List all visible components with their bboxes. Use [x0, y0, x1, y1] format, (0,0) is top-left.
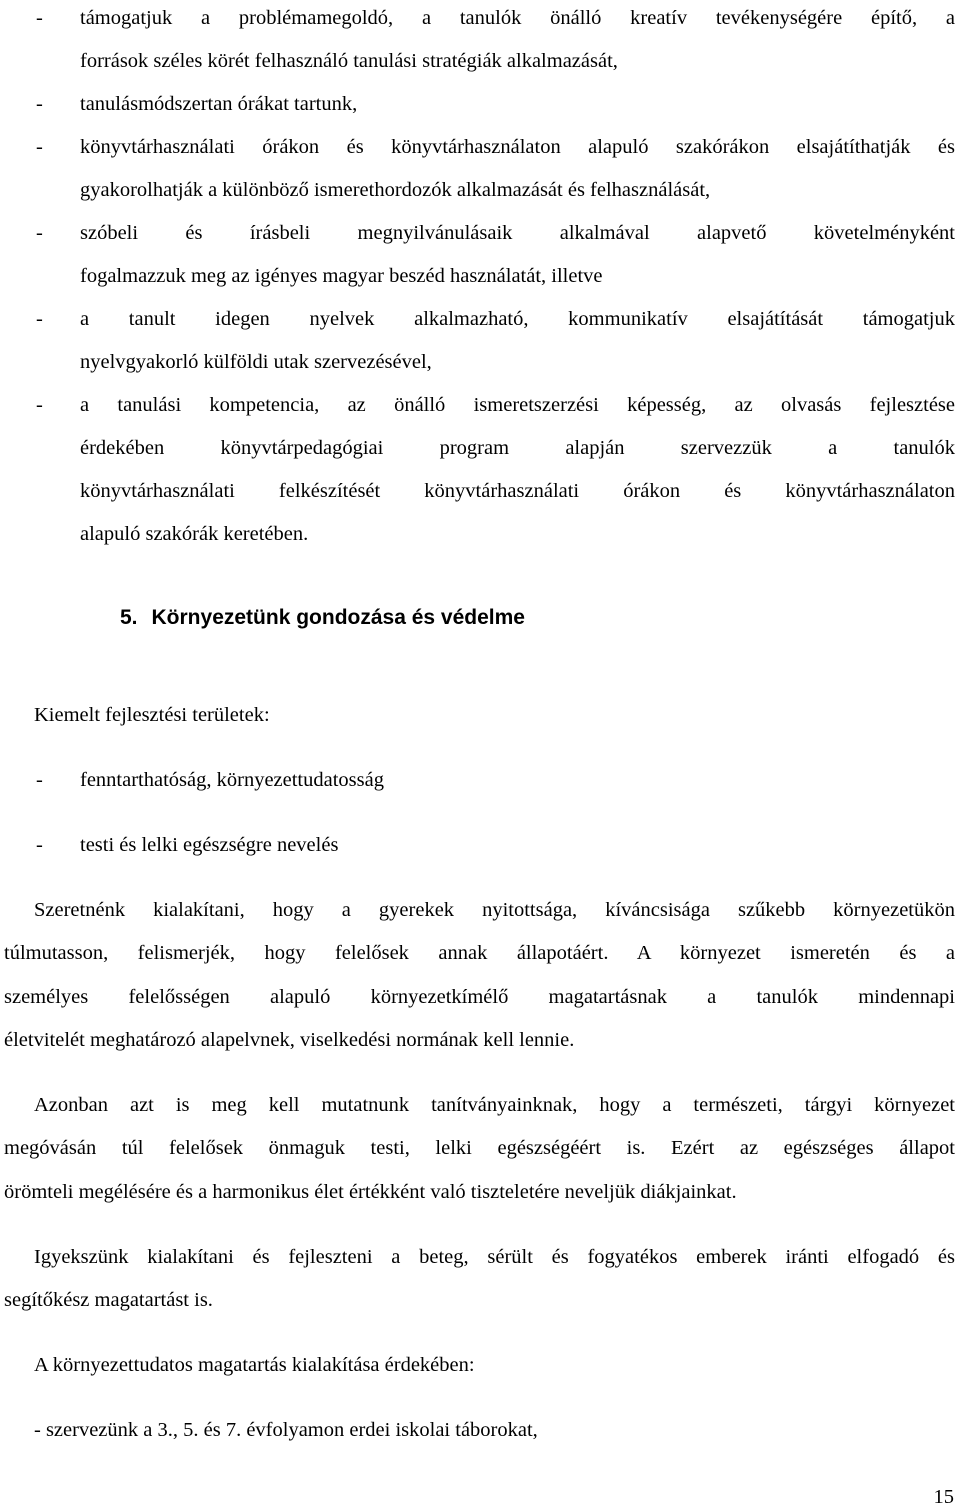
- paragraph-line: túlmutasson, felismerjék, hogy felelősek annak állapotáért. A környezet ismeretén és a: [4, 942, 955, 964]
- paragraph-line: Igyekszünk kialakítani és fejleszteni a beteg, sérült és fogyatékos emberek iránti elfogadó és: [34, 1246, 955, 1268]
- bullet-line: a tanulási kompetencia, az önálló ismeretszerzési képesség, az olvasás fejlesztése: [80, 394, 955, 416]
- bullet-dash: -: [36, 394, 43, 416]
- env-intro: A környezettudatos magatartás kialakítása érdekében:: [34, 1354, 475, 1376]
- paragraph-line: Azonban azt is meg kell mutatnunk tanítványainknak, hogy a természeti, tárgyi környezet: [34, 1094, 955, 1116]
- paragraph-line: Szeretnénk kialakítani, hogy a gyerekek nyitottsága, kíváncsisága szűkebb környezetükön: [34, 899, 955, 921]
- focus-dash: -: [36, 834, 43, 856]
- focus-intro: Kiemelt fejlesztési területek:: [34, 704, 270, 726]
- bullet-dash: -: [36, 136, 43, 158]
- bullet-line: könyvtárhasználati felkészítését könyvtárhasználati órákon és könyvtárhasználaton: [80, 480, 955, 502]
- bullet-dash: -: [36, 7, 43, 29]
- page-number: 15: [933, 1486, 954, 1508]
- section-number: 5.: [120, 606, 138, 629]
- bullet-line: fogalmazzuk meg az igényes magyar beszéd használatát, illetve: [80, 265, 603, 287]
- focus-item: testi és lelki egészségre nevelés: [80, 834, 339, 856]
- section-title: Környezetünk gondozása és védelme: [151, 606, 525, 629]
- bullet-line: tanulásmódszertan órákat tartunk,: [80, 93, 358, 115]
- bullet-line: támogatjuk a problémamegoldó, a tanulók önálló kreatív tevékenységére építő, a: [80, 7, 955, 29]
- bullet-line: könyvtárhasználati órákon és könyvtárhasználaton alapuló szakórákon elsajátíthatják és: [80, 136, 955, 158]
- bullet-line: szóbeli és írásbeli megnyilvánulásaik alkalmával alapvető követelményként: [80, 222, 955, 244]
- paragraph-line: személyes felelősségen alapuló környezetkímélő magatartásnak a tanulók mindennapi: [4, 986, 955, 1008]
- bullet-line: érdekében könyvtárpedagógiai program alapján szervezzük a tanulók: [80, 437, 955, 459]
- bullet-dash: -: [36, 222, 43, 244]
- env-item: - szervezünk a 3., 5. és 7. évfolyamon erdei iskolai táborokat,: [34, 1419, 538, 1441]
- focus-dash: -: [36, 769, 43, 791]
- paragraph-line: segítőkész magatartást is.: [4, 1289, 213, 1311]
- paragraph-line: megóvásán túl felelősek önmaguk testi, lelki egészségéért is. Ezért az egészséges állapot: [4, 1137, 955, 1159]
- paragraph-line: örömteli megélésére és a harmonikus élet értékként való tiszteletére neveljük diákjainkat.: [4, 1181, 737, 1203]
- bullet-line: alapuló szakórák keretében.: [80, 523, 309, 545]
- bullet-line: nyelvgyakorló külföldi utak szervezésével,: [80, 351, 432, 373]
- bullet-line: gyakorolhatják a különböző ismerethordozók alkalmazását és felhasználását,: [80, 179, 711, 201]
- bullet-line: a tanult idegen nyelvek alkalmazható, kommunikatív elsajátítását támogatjuk: [80, 308, 955, 330]
- bullet-line: források széles körét felhasználó tanulási stratégiák alkalmazását,: [80, 50, 618, 72]
- paragraph-line: életvitelét meghatározó alapelvnek, viselkedési normának kell lennie.: [4, 1029, 575, 1051]
- bullet-dash: -: [36, 308, 43, 330]
- bullet-dash: -: [36, 93, 43, 115]
- focus-item: fenntarthatóság, környezettudatosság: [80, 769, 384, 791]
- section-heading: [120, 606, 525, 630]
